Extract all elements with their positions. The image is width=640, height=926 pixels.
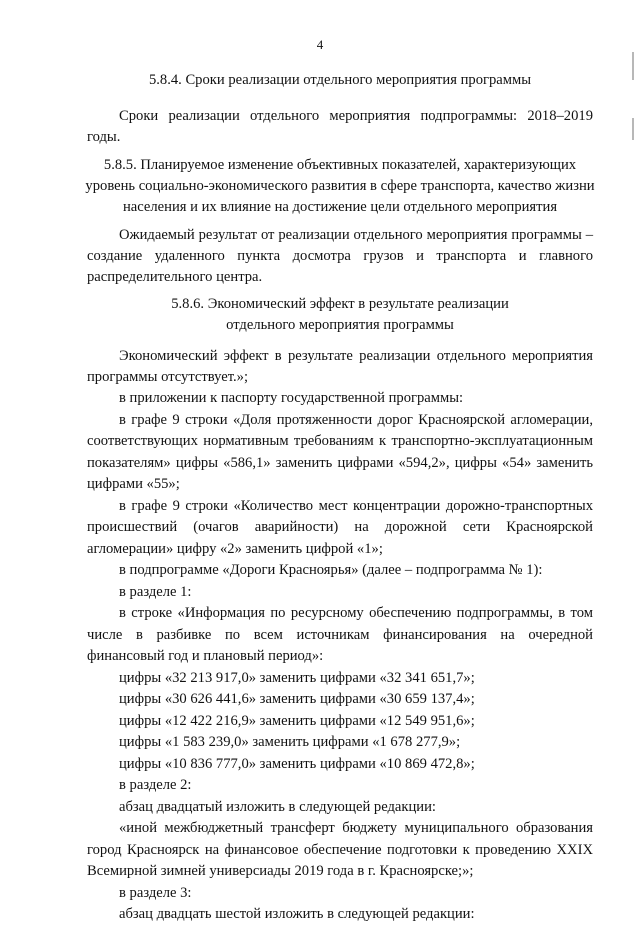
replacement-line: цифры «30 626 441,6» заменить цифрами «30 659 137,4»; [119, 691, 475, 707]
scan-edge-mark [632, 118, 634, 140]
paragraph: в разделе 1: [119, 583, 192, 600]
amendments-body [87, 388, 593, 926]
section-5-8-4-heading: 5.8.4. Сроки реализации отдельного мероприятия программы [148, 72, 532, 88]
replacement-line: цифры «1 583 239,0» заменить цифрами «1 678 277,9»; [119, 734, 461, 750]
section-5-8-5-text: Ожидаемый результат от реализации отдельного мероприятия программы – создание удаленного пункта досмотра грузов и транспорта и главного распределительного центра. [87, 227, 593, 285]
paragraph: в приложении к паспорту государственной программы: [119, 390, 464, 406]
replacement-line: цифры «10 836 777,0» заменить цифрами «10 869 472,8»; [119, 755, 475, 772]
page-number: 4 [316, 37, 324, 52]
replacement-line: цифры «32 213 917,0» заменить цифрами «32 341 651,7»; [119, 669, 475, 686]
section-5-8-6-heading: 5.8.6. Экономический эффект в результате реализации отдельного мероприятия программы [171, 296, 509, 333]
paragraph: абзац двадцать шестой изложить в следующей редакции: [119, 906, 475, 922]
section-5-8-6-text: Экономический эффект в результате реализации отдельного мероприятия программы отсутствует.»; [87, 348, 593, 385]
paragraph: в разделе 3: [119, 884, 192, 901]
section-5-8-5-heading: 5.8.5. Планируемое изменение объективных показателей, характеризующих уровень социально-экономического развития в сфере транспорта, качество жизни населения и их влияние на достижение цели отдельного мероприятия [85, 157, 595, 215]
paragraph: в строке «Информация по ресурсному обеспечению подпрограммы, в том числе в разбивке по всем источникам финансирования на очередной финансовый год и плановый период»: [87, 605, 593, 664]
section-5-8-4-text: Сроки реализации отдельного мероприятия подпрограммы: 2018–2019 годы. [87, 108, 593, 145]
paragraph: «иной межбюджетный трансферт бюджету муниципального образования город Красноярск на финансовое обеспечение подготовки к проведению XXIX Всемирной зимней универсиады 2019 года в г. Красноярске;»; [87, 820, 593, 879]
paragraph: в графе 9 строки «Количество мест концентрации дорожно-транспортных происшествий (очагов аварийности) на дорожной сети Красноярской агломерации» цифру «2» заменить цифрой «1»; [87, 497, 593, 557]
paragraph: в графе 9 строки «Доля протяженности дорог Красноярской агломерации, соответствующих нормативным требованиям к транспортно-эксплуатационным показателям» цифры «586,1» заменить цифрами «594,2», цифры «54» заменить цифрами «55»; [87, 411, 593, 492]
replacement-line: цифры «12 422 216,9» заменить цифрами «12 549 951,6»; [119, 712, 475, 729]
scan-edge-mark [632, 52, 634, 80]
paragraph: в разделе 2: [119, 777, 192, 793]
paragraph: в подпрограмме «Дороги Красноярья» (далее – подпрограмма № 1): [119, 562, 543, 578]
paragraph: абзац двадцатый изложить в следующей редакции: [119, 798, 436, 815]
